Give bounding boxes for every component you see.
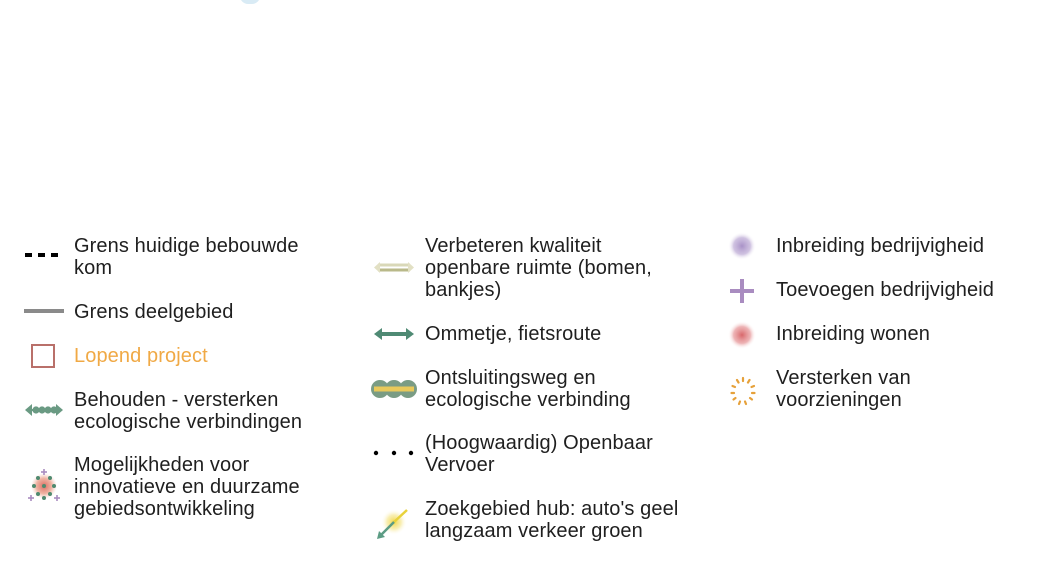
cycle-route-arrow-icon <box>374 324 414 354</box>
legend-label: Ontsluitingsweg en ecologische verbinding <box>425 367 631 411</box>
legend-label: Mogelijkheden voor innovatieve en duurzame gebiedsontwikkeling <box>74 454 300 520</box>
facilities-dashed-circle-icon <box>729 375 757 407</box>
add-business-plus-icon <box>729 278 755 304</box>
legend-label: Behouden - versterken ecologische verbindingen <box>74 389 303 433</box>
public-space-arrow-icon <box>374 258 414 288</box>
public-transport-dots-icon <box>370 444 418 460</box>
legend-label: Ommetje, fietsroute <box>425 323 602 345</box>
legend-label: Verbeteren kwaliteit openbare ruimte (bomen, bankjes) <box>425 235 652 301</box>
access-road-ecological-icon <box>370 376 418 402</box>
ecological-connection-arrow-icon <box>24 398 64 428</box>
legend-label: (Hoogwaardig) Openbaar Vervoer <box>425 432 653 476</box>
legend-label: Versterken van voorzieningen <box>776 367 911 411</box>
legend-label: Toevoegen bedrijvigheid <box>776 279 995 301</box>
legend-label: Inbreiding wonen <box>776 323 930 345</box>
dashed-boundary-line-icon <box>24 242 64 272</box>
housing-infill-circle-icon <box>728 321 756 349</box>
legend-label: Zoekgebied hub: auto's geel langzaam verkeer groen <box>425 498 679 542</box>
legend-label: Grens huidige bebouwde kom <box>74 235 299 279</box>
legend-label: Inbreiding bedrijvigheid <box>776 235 985 257</box>
mobility-hub-icon <box>374 505 414 541</box>
solid-boundary-line-icon <box>24 301 64 331</box>
project-square-icon <box>30 343 70 373</box>
legend-label: Grens deelgebied <box>74 301 234 323</box>
innovation-area-icon <box>24 468 64 504</box>
legend-label: Lopend project <box>74 345 208 367</box>
business-infill-circle-icon <box>728 232 756 260</box>
